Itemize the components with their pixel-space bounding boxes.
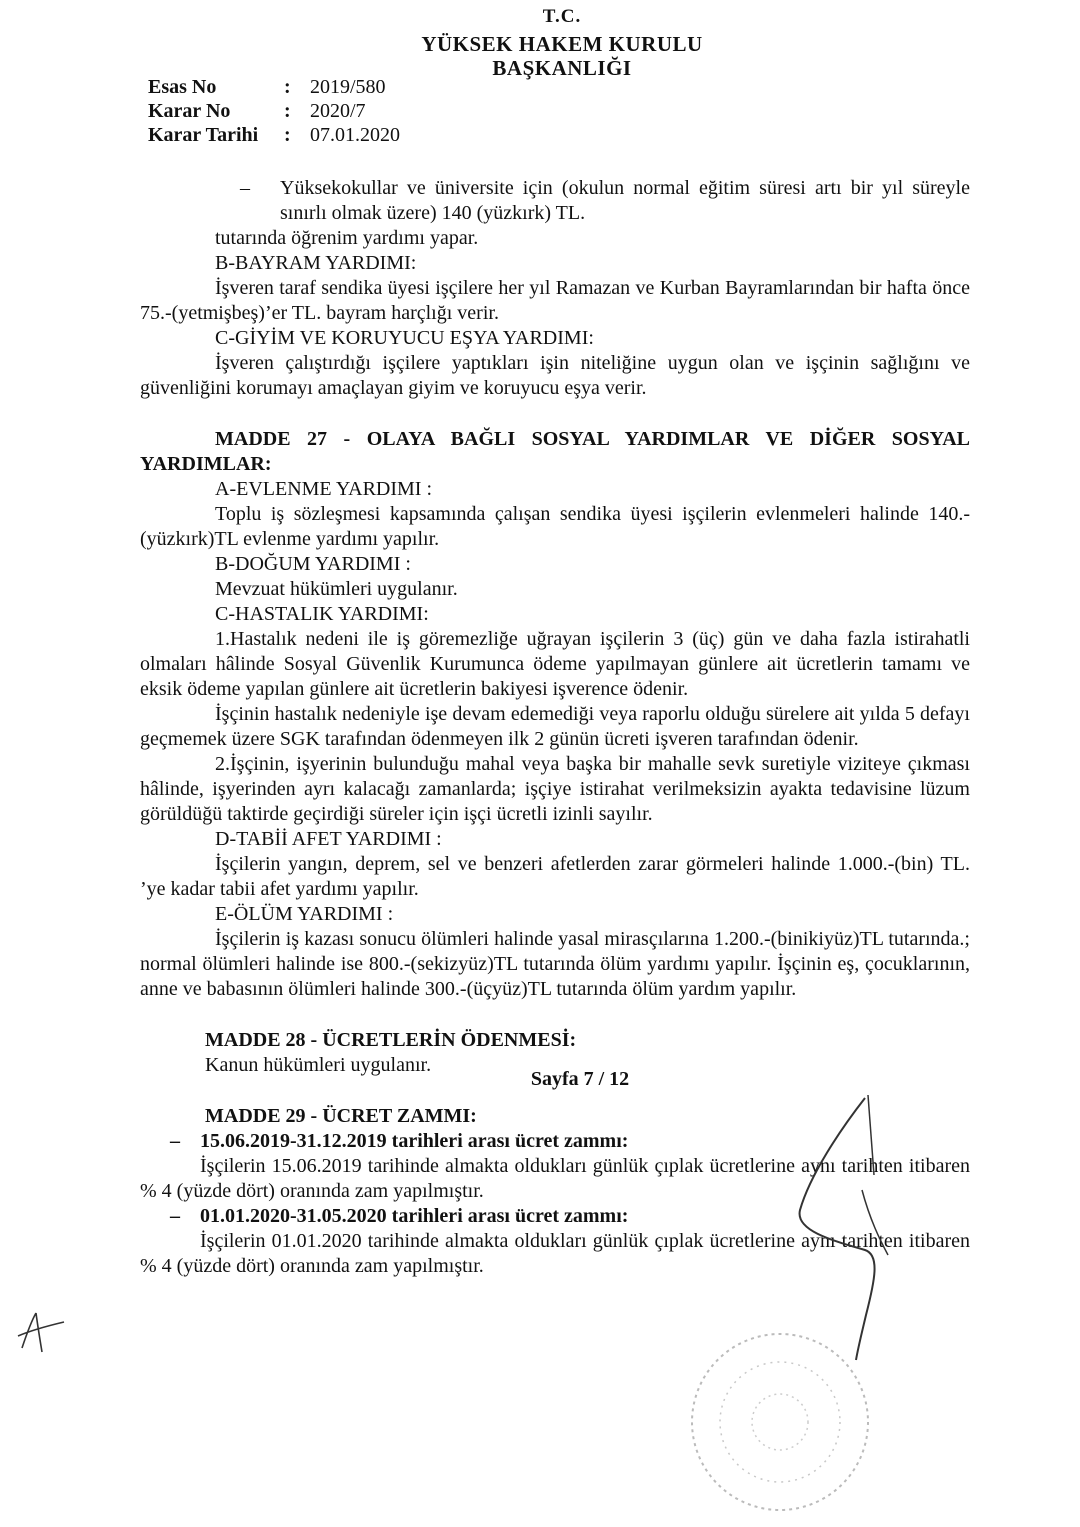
heading-giyim: C-GİYİM VE KORUYUCU EŞYA YARDIMI: xyxy=(215,327,594,349)
paragraph-madde-28: Kanun hükümleri uygulanır. xyxy=(205,1054,432,1076)
paragraph-bayram: İşveren taraf sendika üyesi işçilere her yıl Ramazan ve Kurban Bayramlarından bir hafta önce 75.-(yetmişbeş)’er TL. bayram harçlığı verir. xyxy=(140,277,970,324)
paragraph-ogrenim: tutarında öğrenim yardımı yapar. xyxy=(215,227,479,249)
madde-28-title: MADDE 28 - ÜCRETLERİN ÖDENMESİ: xyxy=(205,1029,577,1051)
paragraph-evlenme: Toplu iş sözleşmesi kapsamında çalışan sendika üyesi işçilerin evlenmeleri halinde 140.-(yüzkırk)TL evlenme yardımı yapılır. xyxy=(140,503,970,550)
paragraph-hastalik-2: İşçinin hastalık nedeniyle işe devam edemediği veya raporlu olduğu sürelere ait yılda 5 defayı geçmemek üzere SGK tarafından ödenmeyen ilk 2 günün ücreti işveren tarafından ödenir. xyxy=(140,703,970,750)
header-tc: T.C. xyxy=(542,6,582,27)
dash-item-yuksekokul xyxy=(140,176,970,226)
heading-evlenme: A-EVLENME YARDIMI : xyxy=(215,478,433,500)
zam-1-text: İşçilerin 15.06.2019 tarihinde almakta oldukları günlük çıplak ücretlerine aynı tarihten itibaren % 4 (yüzde dört) oranında zam yapılmıştır. xyxy=(140,1155,970,1202)
dash-marker: – xyxy=(240,177,250,199)
paragraph-giyim: İşveren çalıştırdığı işçilere yaptıkları işin niteliğine uygun olan ve işçinin sağlığını ve güvenliğini korumayı amaçlayan giyim ve koruyucu eşya verir. xyxy=(140,352,970,399)
heading-olum: E-ÖLÜM YARDIMI : xyxy=(215,903,394,925)
meta-value: 07.01.2020 xyxy=(310,124,400,146)
paragraph-dogum: Mevzuat hükümleri uygulanır. xyxy=(215,578,458,600)
zam-2-title-text: 01.01.2020-31.05.2020 tarihleri arası ücret zammı: xyxy=(200,1205,629,1227)
header-organization: YÜKSEK HAKEM KURULU xyxy=(421,32,703,56)
dash-marker: – xyxy=(170,1205,180,1227)
page-number xyxy=(0,1068,1080,1091)
meta-label: Esas No xyxy=(148,76,217,98)
header-department: BAŞKANLIĞI xyxy=(492,56,632,80)
meta-colon: : xyxy=(284,124,291,146)
paragraph-hastalik-1: 1.Hastalık nedeni ile iş göremezliğe uğrayan işçilerin 3 (üç) gün ve daha fazla istirahatli olmaları hâlinde Sosyal Güvenlik Kurumunca ödeme yapılmayan günlere ait ücretlerin tamamı ve eksik ödeme yapılan günlere ait ücretlerin bakiyesi işverence ödenir. xyxy=(140,628,970,700)
heading-dogum: B-DOĞUM YARDIMI : xyxy=(215,553,411,575)
zam-1-title-text: 15.06.2019-31.12.2019 tarihleri arası ücret zammı: xyxy=(200,1130,629,1152)
heading-hastalik: C-HASTALIK YARDIMI: xyxy=(215,603,429,625)
zam-2-text: İşçilerin 01.01.2020 tarihinde almakta oldukları günlük çıplak ücretlerine aynı tarihten itibaren % 4 (yüzde dört) oranında zam yapılmıştır. xyxy=(140,1230,970,1277)
seal-stamp-icon xyxy=(680,1322,880,1522)
meta-value: 2019/580 xyxy=(310,76,386,98)
meta-label: Karar No xyxy=(148,100,231,122)
paragraph-afet: İşçilerin yangın, deprem, sel ve benzeri afetlerden zarar görmeleri halinde 1.000.-(bin) TL. ’ye kadar tabii afet yardımı yapılır. xyxy=(140,853,970,900)
dash-item-text: Yüksekokullar ve üniversite için (okulun normal eğitim süresi artı bir yıl süreyle sınırlı olmak üzere) 140 (yüzkırk) TL. xyxy=(280,177,970,224)
madde-27-title: MADDE 27 - OLAYA BAĞLI SOSYAL YARDIMLAR VE DİĞER SOSYAL YARDIMLAR: xyxy=(140,428,970,475)
heading-afet: D-TABİİ AFET YARDIMI : xyxy=(215,828,442,850)
meta-colon: : xyxy=(284,76,291,98)
meta-value: 2020/7 xyxy=(310,100,366,122)
initials-left-icon xyxy=(12,1308,72,1358)
heading-bayram: B-BAYRAM YARDIMI: xyxy=(215,252,417,274)
dash-marker: – xyxy=(170,1130,180,1152)
meta-label: Karar Tarihi xyxy=(148,124,259,146)
paragraph-hastalik-3: 2.İşçinin, işyerinin bulunduğu mahal veya başka bir mahalle sevk suretiyle viziteye çıkması hâlinde, işyerinden ayrı kalacağı zamanlarda; işçiye istirahat verilmeksizin ayakta tedavisine lüzum görüldüğü taktirde geçirdiği süreler için işçi ücretli izinli sayılır. xyxy=(140,753,970,825)
page-number-text: Sayfa 7 / 12 xyxy=(530,1068,630,1090)
madde-29-title: MADDE 29 - ÜCRET ZAMMI: xyxy=(205,1105,477,1127)
paragraph-olum: İşçilerin iş kazası sonucu ölümleri halinde yasal mirasçılarına 1.200.-(binikiyüz)TL tutarında.; normal ölümleri halinde ise 800.-(sekizyüz)TL tutarında ölüm yardımı yapılır. İşçinin eş, çocuklarının, anne ve babasının ölümleri halinde 300.-(üçyüz)TL tutarında ölüm yardım yapılır. xyxy=(140,928,970,1000)
meta-colon: : xyxy=(284,100,291,122)
